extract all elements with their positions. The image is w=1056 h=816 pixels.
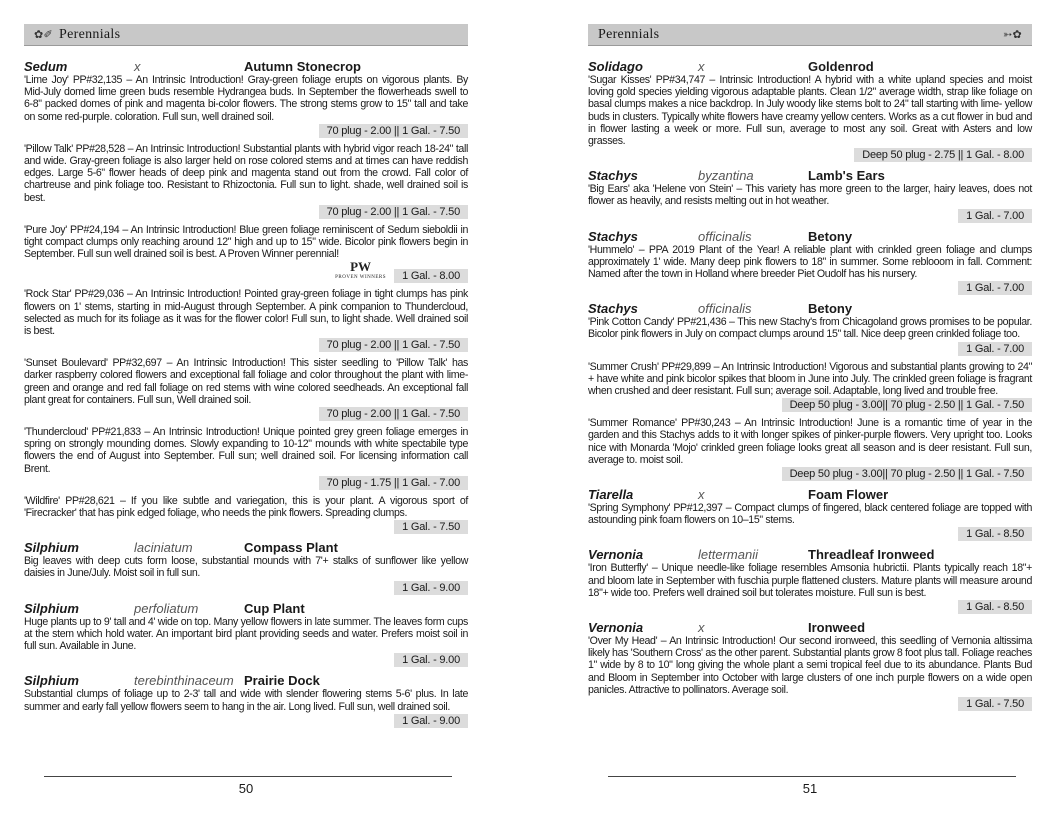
cultivar-item <box>24 616 468 668</box>
species-name: perfoliatum <box>134 600 199 616</box>
section-title: Perennials <box>59 26 121 42</box>
genus-name: Vernonia <box>588 620 644 636</box>
price-row <box>588 281 1032 295</box>
plant-heading <box>588 230 1032 244</box>
price-tag: 1 Gal. - 8.50 <box>958 600 1032 614</box>
cultivar-item <box>24 688 468 727</box>
species-name: x <box>698 59 705 74</box>
price-row <box>24 338 468 352</box>
plant-heading <box>24 674 468 688</box>
common-name: Prairie Dock <box>244 673 320 689</box>
cultivar-description: 'Over My Head' – An Intrinsic Introduction! Our second ironweed, this seedling of Vernonia altissima likely has 'Southern Cross' as the other parent. Substantial plants grow 8 foot plus tall. Foliage reaches 1" wide by 8 to 10" long giving the whole plant a semi tropical feel due to its abundance. Plants Bud and Bloom in September into October with large clusters of one inch purple flowers on a wide open panicles. Attractive to pollinators. Average soil. <box>588 635 1032 696</box>
species-name: x <box>698 620 705 636</box>
cultivar-item <box>24 495 468 534</box>
price-row <box>588 342 1032 356</box>
cultivar-item <box>588 74 1032 162</box>
price-tag: 70 plug - 2.00 || 1 Gal. - 7.50 <box>319 407 468 421</box>
cultivar-item <box>588 562 1032 614</box>
cultivar-item <box>24 426 468 490</box>
common-name: Ironweed <box>808 620 866 636</box>
proven-winners-logo <box>335 261 386 283</box>
price-tag: 1 Gal. - 9.00 <box>394 653 468 667</box>
footer-divider <box>44 776 452 777</box>
cultivar-item <box>588 635 1032 711</box>
cultivar-description: 'Pure Joy' PP#24,194 – An Intrinsic Introduction! Blue green foliage reminiscent of Sedum sieboldii in tight compact clumps only reaching around 12" high and up to 15" wide. Bicolor pink flowers begin in September. Full sun well drained soil is best. A Proven Winner perennial! <box>24 223 468 261</box>
common-name: Betony <box>808 301 853 317</box>
price-row <box>24 520 468 534</box>
plant-entry <box>588 302 1032 481</box>
cultivar-description: 'Wildfire' PP#28,621 – If you like subtle and variegation, this is your plant. A vigorous sport of 'Firecracker' that has pink edged foliage, who needs the pink flowers. Spreading clumps. <box>24 494 468 520</box>
genus-name: Silphium <box>24 600 79 616</box>
common-name: Lamb's Ears <box>808 168 885 184</box>
price-tag: Deep 50 plug - 3.00|| 70 plug - 2.50 || 1 Gal. - 7.50 <box>782 467 1032 481</box>
genus-name: Silphium <box>24 673 79 689</box>
cultivar-item <box>24 74 468 138</box>
cultivar-description: 'Hummelo' – PPA 2019 Plant of the Year! A reliable plant with crinkled green foliage and clumps approximately 1' wide. Many deep pink flowers to 18" in summer. Some reblooom in fall. Comment: Named after the town in Holland where breeder Piet Oudolf has his nursery. <box>588 243 1032 281</box>
genus-name: Stachys <box>588 228 638 244</box>
cultivar-item <box>24 143 468 219</box>
footer-divider <box>608 776 1016 777</box>
plant-heading <box>588 302 1032 316</box>
plant-entry <box>588 621 1032 711</box>
price-row <box>588 600 1032 614</box>
price-tag: 70 plug - 2.00 || 1 Gal. - 7.50 <box>319 124 468 138</box>
species-name: x <box>134 59 141 74</box>
cultivar-description: 'Iron Butterfly' – Unique needle-like foliage resembles Amsonia hubrictii. Plants typically reach 18"+ and bloom late in September with fuschia purple flattened clusters. Mature plants will measure around 18"+ wide too. Prefers well drained soil but tolerates moisture. Full sun is best. <box>588 562 1032 599</box>
plant-entry <box>588 230 1032 296</box>
catalog-page-left <box>24 0 468 816</box>
species-name: lettermanii <box>698 547 758 563</box>
logo-text: PW <box>350 259 372 275</box>
cultivar-description: 'Pillow Talk' PP#28,528 – An Intrinsic Introduction! Substantial plants with hybrid vigor reach 18-24" tall and wide. Gray-green foliage is also larger held on rose colored stems and at times can have reddish edges. Large 5-6" flower heads of deep pink and magenta stand out from the crowd. Fall color of chartreuse and pink foliage too. Resistant to Rhizoctonia. Full sun to light. shade, well drained soil is best. <box>24 142 468 204</box>
plant-heading <box>24 541 468 555</box>
cultivar-item <box>588 361 1032 413</box>
price-tag: 1 Gal. - 7.00 <box>958 342 1032 356</box>
cultivar-description: 'Big Ears' aka 'Helene von Stein' – This variety has more green to the larger, hairy leaves, does not flower as heavily, and resists melting out in hot weather. <box>588 183 1032 208</box>
cultivar-item <box>588 183 1032 222</box>
price-tag: 1 Gal. - 8.00 <box>394 269 468 283</box>
species-name: terebinthinaceum <box>134 673 234 689</box>
price-row <box>588 398 1032 412</box>
genus-name: Silphium <box>24 540 79 556</box>
catalog-page-right <box>588 0 1032 816</box>
common-name: Betony <box>808 228 853 244</box>
price-tag: 1 Gal. - 7.50 <box>394 520 468 534</box>
genus-name: Tiarella <box>588 487 634 503</box>
plant-heading <box>588 548 1032 562</box>
flower-ornament-icon: ✿✐ <box>34 29 54 41</box>
cultivar-item <box>588 316 1032 355</box>
plant-entry <box>588 60 1032 162</box>
plant-list <box>588 60 1032 711</box>
common-name: Threadleaf Ironweed <box>808 547 935 563</box>
genus-name: Stachys <box>588 168 638 184</box>
plant-heading <box>588 60 1032 74</box>
section-header <box>588 24 1032 46</box>
page-number: 51 <box>802 781 818 796</box>
price-tag: 70 plug - 2.00 || 1 Gal. - 7.50 <box>319 338 468 352</box>
genus-name: Solidago <box>588 59 643 74</box>
price-tag: 1 Gal. - 9.00 <box>394 714 468 728</box>
cultivar-description: Huge plants up to 9' tall and 4' wide on top. Many yellow flowers in late summer. The leaves form cups at the stem which hold water. An important bird plant providing seeds and water. Prefers moist soil in full sun. Available in June. <box>24 615 468 653</box>
price-row <box>24 261 468 283</box>
species-name: x <box>698 487 705 503</box>
cultivar-item <box>24 288 468 352</box>
price-tag: 1 Gal. - 7.00 <box>958 281 1032 295</box>
plant-heading <box>24 602 468 616</box>
common-name: Goldenrod <box>808 59 874 74</box>
plant-entry <box>24 541 468 594</box>
plant-heading <box>588 621 1032 635</box>
cultivar-description: 'Rock Star' PP#29,036 – An Intrinsic Introduction! Pointed gray-green foliage in tight clumps has pink flowers on 1' stems, starting in mid-August through September. A pink companion to Thundercloud, selected as much for its foliage as it was for the flower color! Full sun, to light shade. Well drained soil is best. <box>24 288 468 338</box>
hummingbird-ornament-icon: ➳✿ <box>1002 29 1022 41</box>
price-row <box>24 581 468 595</box>
cultivar-item <box>24 224 468 284</box>
cultivar-item <box>588 502 1032 541</box>
price-row <box>24 124 468 138</box>
genus-name: Stachys <box>588 301 638 317</box>
price-row <box>588 467 1032 481</box>
section-header <box>24 24 468 46</box>
price-tag: 70 plug - 2.00 || 1 Gal. - 7.50 <box>319 205 468 219</box>
price-tag: 1 Gal. - 8.50 <box>958 527 1032 541</box>
price-row <box>24 205 468 219</box>
cultivar-description: 'Thundercloud' PP#21,833 – An Intrinsic Introduction! Unique pointed grey green foliage emerges in spring on strongly mounding domes. Slowly expanding to 10-12" mounds with white spectabile type flowers the end of August into September. Full sun; well drained soil. For licensing information call Brent. <box>24 426 468 475</box>
price-row <box>588 697 1032 711</box>
price-tag: Deep 50 plug - 2.75 || 1 Gal. - 8.00 <box>854 148 1032 162</box>
common-name: Cup Plant <box>244 600 305 616</box>
price-tag: 70 plug - 1.75 || 1 Gal. - 7.00 <box>319 476 468 490</box>
plant-entry <box>24 674 468 727</box>
common-name: Compass Plant <box>244 540 338 556</box>
price-tag: Deep 50 plug - 3.00|| 70 plug - 2.50 || 1 Gal. - 7.50 <box>782 398 1032 412</box>
plant-entry <box>588 548 1032 614</box>
plant-entry <box>588 488 1032 541</box>
plant-entry <box>24 602 468 668</box>
plant-heading <box>24 60 468 74</box>
genus-name: Vernonia <box>588 547 644 563</box>
common-name: Autumn Stonecrop <box>244 59 361 74</box>
section-title: Perennials <box>598 26 660 42</box>
cultivar-item <box>588 244 1032 296</box>
genus-name: Sedum <box>24 59 68 74</box>
species-name: byzantina <box>698 168 754 184</box>
cultivar-item <box>588 417 1032 481</box>
cultivar-description: Substantial clumps of foliage up to 2-3' tall and wide with slender flowering stems 5-6' plus. In late summer and early fall yellow flowers seem to hang in the air. Long lived. Full sun, well drained soil. <box>24 688 468 713</box>
price-row <box>588 148 1032 162</box>
page-number: 50 <box>238 781 254 796</box>
species-name: officinalis <box>698 228 752 244</box>
price-row <box>588 527 1032 541</box>
common-name: Foam Flower <box>808 487 889 503</box>
price-row <box>24 476 468 490</box>
cultivar-description: 'Sugar Kisses' PP#34,747 – Intrinsic Introduction! A hybrid with a white upland species and moist loving gold species yielding vigorous adaptable plants. Clean 1/2" average width, strap like foliage on basal clumps makes a nice backdrop. In July woody like stems bolt to 24" tall starting with lime- yellow buds in clusters. Typically white flowers have creamy yellow centers. Works as a cut flower in bud and in flower lasting a week or more. Full sun, average to most any soil. Great with Asters and low grasses. <box>588 74 1032 148</box>
price-row <box>24 407 468 421</box>
price-row <box>588 209 1032 223</box>
cultivar-description: 'Summer Crush' PP#29,899 – An Intrinsic Introduction! Vigorous and substantial plants growing to 24" + have white and pink bicolor spikes that bloom in June into July. The crinkled green foliage is fragrant when crushed and deer resistant. Full sun; average soil. Adaptable, long lived and trouble free. <box>588 360 1032 398</box>
cultivar-description: Big leaves with deep cuts form loose, substantial mounds with 7'+ stalks of sunflower like yellow daisies in June/July. Moist soil in full sun. <box>24 555 468 580</box>
plant-heading <box>588 169 1032 183</box>
cultivar-description: 'Pink Cotton Candy' PP#21,436 – This new Stachy's from Chicagoland grows promises to be popular. Bicolor pink flowers in July on compact clumps around 15" tall. Nice deep green crinkled foliage too. <box>588 316 1032 341</box>
species-name: officinalis <box>698 301 752 317</box>
logo-subtext: PROVEN WINNERS <box>335 275 387 281</box>
price-tag: 1 Gal. - 7.00 <box>958 209 1032 223</box>
price-row <box>24 653 468 667</box>
cultivar-description: 'Lime Joy' PP#32,135 – An Intrinsic Introduction! Gray-green foliage erupts on vigorous plants. By Mid-July domed lime green buds resemble Hydrangea buds. In September the flowerheads swell to 6-8" packed domes of pink and magenta bi-color flowers. The strong stems grow to 15" tall and take on some red-purple. coloration. Full sun, well drained soil. <box>24 74 468 123</box>
cultivar-item <box>24 357 468 421</box>
cultivar-item <box>24 555 468 594</box>
species-name: laciniatum <box>134 540 193 556</box>
cultivar-description: 'Sunset Boulevard' PP#32,697 – An Intrinsic Introduction! This sister seedling to 'Pillow Talk' has darker raspberry colored flowers and exceptional fall foliage and color throughout the plant with lime-green and orange and red fall foliage on red stems with wine colored seedheads. An exceptional fall plant great for containers. Full sun, Well drained soil. <box>24 357 468 406</box>
price-row <box>24 714 468 728</box>
price-tag: 1 Gal. - 9.00 <box>394 581 468 595</box>
plant-entry <box>588 169 1032 222</box>
cultivar-description: 'Summer Romance' PP#30,243 – An Intrinsic Introduction! June is a romantic time of year in the garden and this Stachys adds to it with longer spikes of pinker-purple flowers. Very upright too. Looks nice with Monarda 'Mojo' crinkled green foliage looks great all season and is deer resistant. Full sun, average to. moist soil. <box>588 417 1032 466</box>
price-tag: 1 Gal. - 7.50 <box>958 697 1032 711</box>
cultivar-description: 'Spring Symphony' PP#12,397 – Compact clumps of fingered, black centered foliage are topped with astounding pink foam flowers on 10–15" stems. <box>588 502 1032 527</box>
plant-list <box>24 60 468 728</box>
plant-heading <box>588 488 1032 502</box>
plant-entry <box>24 60 468 534</box>
